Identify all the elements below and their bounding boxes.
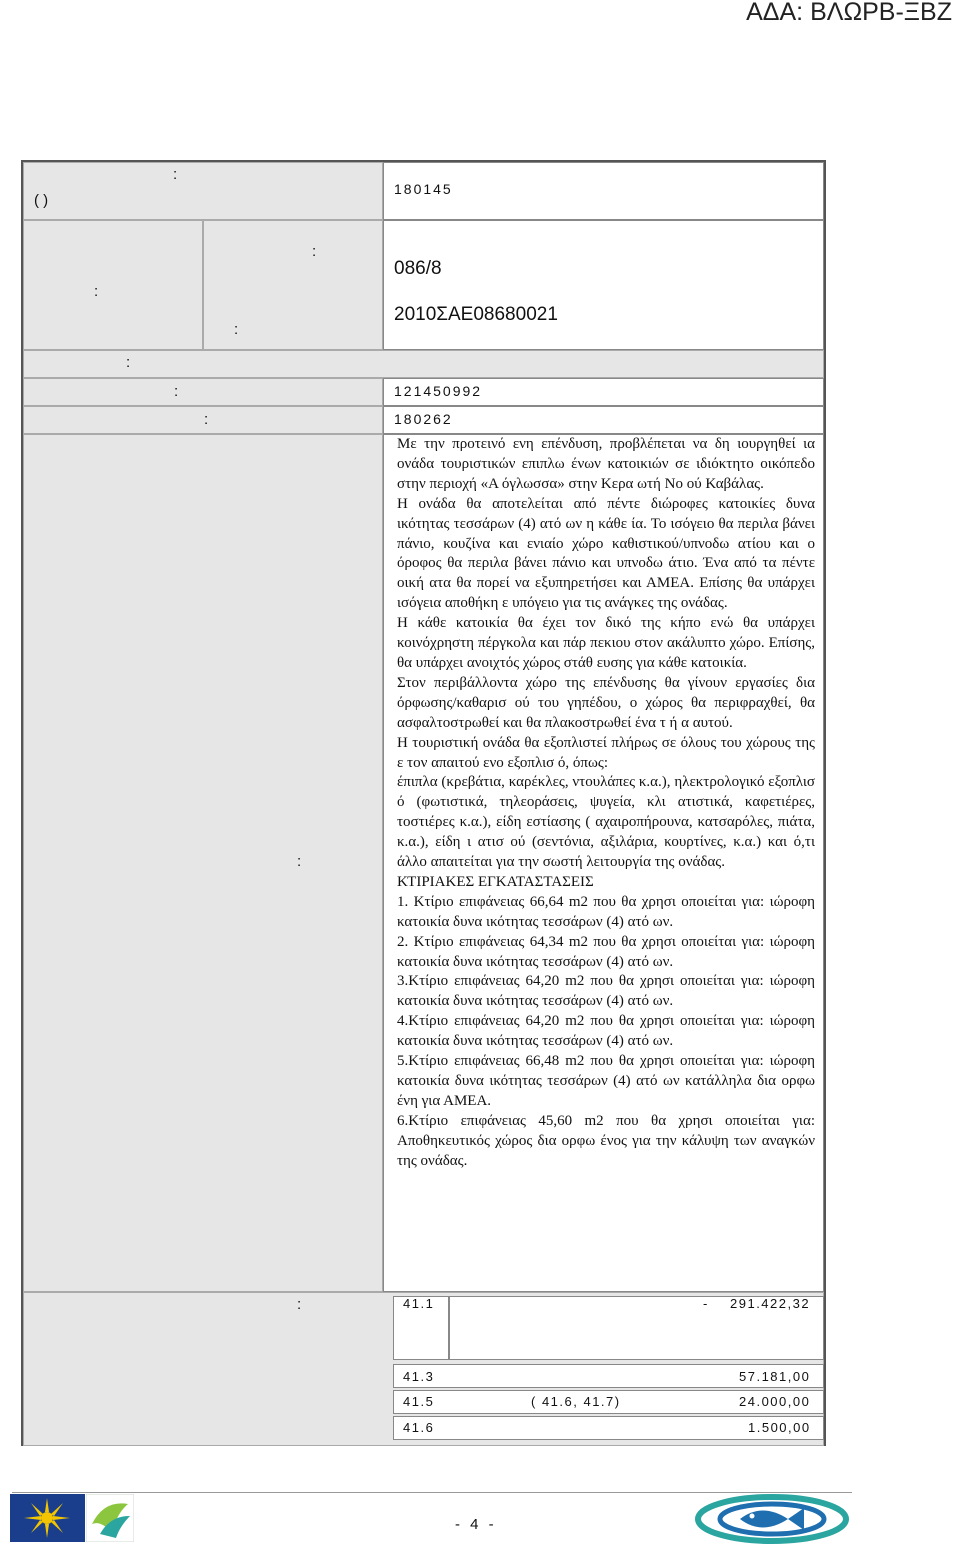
row-4-value-cell (383, 378, 824, 406)
row-2-colon-c: : (234, 321, 239, 338)
sun-emblem-icon (10, 1494, 85, 1542)
budget-code-1: 41.1 (403, 1296, 435, 1311)
desc-paragraph: έπιπλα (κρεβάτια, καρέκλες, ντουλάπες κ.α.), ηλεκτρολογικό εξοπλισ ό (φωτιστικά, τηλεοράσεις, ψυγεία, κλι ατιστικά, καφετιέρες, τοστιέρες κ.α.), είδη εστίασης ( αχαιροπήρουνα, κατσαρόλες, πιάτα, κ.α.), είδη ι ατισ ού (σεντόνια, αξιλάρια, κουρτίνες, κ.α.) και ό,τι άλλο απαιτείται για την σωστή λειτουργία της ονάδας. (397, 774, 815, 871)
row-1-label (23, 162, 383, 220)
row-4-label (23, 378, 383, 406)
row-2-value-a: 086/8 (394, 258, 442, 279)
ada-header: ΑΔΑ: ΒΛΩΡΒ-ΞΒΖ (746, 0, 952, 26)
budget-desc-1: - (703, 1296, 709, 1311)
investment-description (397, 435, 815, 1172)
desc-paragraph: Η κάθε κατοικία θα έχει τον δικό της κήπο ενώ θα υπάρχει κοινόχρηστη πέργκολα και πάρ πεκιου στον ακάλυπτο χώρο. Επίσης, θα υπάρχει ανοιχτός χώρος στάθ ευσης για κάθε κατοικία. (397, 615, 815, 671)
row-4-value: 121450992 (394, 383, 483, 399)
row-6-colon: : (297, 853, 302, 870)
row-2-value-cell (383, 220, 824, 350)
desc-building-5: 5.Κτίριο επιφάνειας 66,48 m2 που θα χρησι οποιείται για: ιώροφη κατοικία δυνα ικότητας τεσσάρων (4) ατό ων κατάλληλα δια ορφω ένη για ΑΜΕΑ. (397, 1053, 815, 1109)
budget-desc-3: ( 41.6, 41.7) (531, 1394, 621, 1409)
row-2-label-left (23, 220, 203, 350)
row-3-label (23, 350, 824, 378)
row-4-colon: : (174, 383, 179, 400)
desc-paragraph: Με την προτεινό ενη επένδυση, προβλέπεται να δη ιουργηθεί ια ονάδα τουριστικών επιπλω ένων κατοικιών σε ιδιόκτητο οικόπεδο στην περιοχή «Α όγλωσσα» στην Κερα ωτή Νο ού Καβάλας. (397, 436, 815, 492)
desc-building-1: 1. Κτίριο επιφάνειας 66,64 m2 που θα χρησι οποιείται για: ιώροφη κατοικία δυνα ικότητας τεσσάρων (4) ατό ων. (397, 893, 815, 930)
desc-paragraph: Η τουριστική ονάδα θα εξοπλιστεί πλήρως σε όλους του χώρους της ε τον απαιτού ενο εξοπλισ ό, όπως: (397, 734, 815, 771)
row-2-colon-a: : (312, 243, 317, 260)
fisheries-logo-icon (692, 1494, 852, 1544)
budget-code-3: 41.5 (403, 1394, 435, 1409)
budget-amount-3: 24.000,00 (739, 1394, 811, 1409)
budget-code-4: 41.6 (403, 1420, 435, 1435)
footer-divider (12, 1492, 852, 1493)
row-5-label (23, 406, 383, 434)
desc-building-4: 4.Κτίριο επιφάνειας 64,20 m2 που θα χρησι οποιείται για: ιώροφη κατοικία δυνα ικότητας τεσσάρων (4) ατό ων. (397, 1013, 815, 1050)
desc-building-3: 3.Κτίριο επιφάνειας 64,20 m2 που θα χρησι οποιείται για: ιώροφη κατοικία δυνα ικότητας τεσσάρων (4) ατό ων. (397, 973, 815, 1010)
row-1-value: 180145 (394, 181, 453, 197)
row-6-label (23, 434, 383, 1292)
row-1-value-cell (383, 162, 824, 220)
desc-paragraph: Στον περιβάλλοντα χώρο της επένδυσης θα γίνουν εργασίες δια όρφωσης/καθαρισ ού του γηπέδου, ο χώρος θα περιφραχθεί, θα ασφαλτοστρωθεί και θα πλακοστρωθεί ένα τ ή α αυτού. (397, 674, 815, 731)
desc-heading: ΚΤΙΡΙΑΚΕΣ ΕΓΚΑΤΑΣΤΑΣΕΙΣ (397, 873, 594, 890)
row-1-colon: : (173, 166, 178, 183)
row-3-colon: : (126, 354, 131, 371)
desc-building-6: 6.Κτίριο επιφάνειας 45,60 m2 που θα χρησι οποιείται για: Αποθηκευτικός χώρος δια ορφω ένος για την κάλυψη των αναγκών της ονάδας. (397, 1112, 815, 1169)
row-5-colon: : (204, 411, 209, 428)
row-2-value-b: 2010ΣΑΕ08680021 (394, 304, 558, 325)
budget-amount-4: 1.500,00 (748, 1420, 811, 1435)
budget-colon: : (297, 1296, 302, 1313)
page-number: - 4 - (455, 1516, 497, 1533)
leader-logo-icon (86, 1494, 134, 1542)
row-1-paren: ( ) (34, 192, 49, 209)
desc-building-2: 2. Κτίριο επιφάνειας 64,34 m2 που θα χρησι οποιείται για: ιώροφη κατοικία δυνα ικότητας τεσσάρων (4) ατό ων. (397, 933, 815, 970)
row-2-label-right (203, 220, 383, 350)
budget-amount-2: 57.181,00 (739, 1369, 811, 1384)
row-5-value: 180262 (394, 411, 453, 427)
row-5-value-cell (383, 406, 824, 434)
desc-paragraph: Η ονάδα θα αποτελείται από πέντε διώροφες κατοικίες δυνα ικότητας τεσσάρων (4) ατό ων η κάθε ία. Το ισόγειο θα περιλα βάνει πάνιο, κουζίνα και ενιαίο χώρο καθιστικού/υπνοδω ατίου και ο όροφος θα περιλα βάνει πάνιο και υπνοδω άτιο. Ένα από τα πέντε οική ατα θα πορεί να εξυπηρετήσει και ΑΜΕΑ. Επίσης θα υπάρχει ισόγεια αποθήκη ε υπόγειο για τις ανάγκες της ονάδας. (397, 495, 815, 612)
budget-amount-1: 291.422,32 (730, 1296, 811, 1311)
row-2-colon-main: : (94, 283, 99, 300)
budget-code-2: 41.3 (403, 1369, 435, 1384)
